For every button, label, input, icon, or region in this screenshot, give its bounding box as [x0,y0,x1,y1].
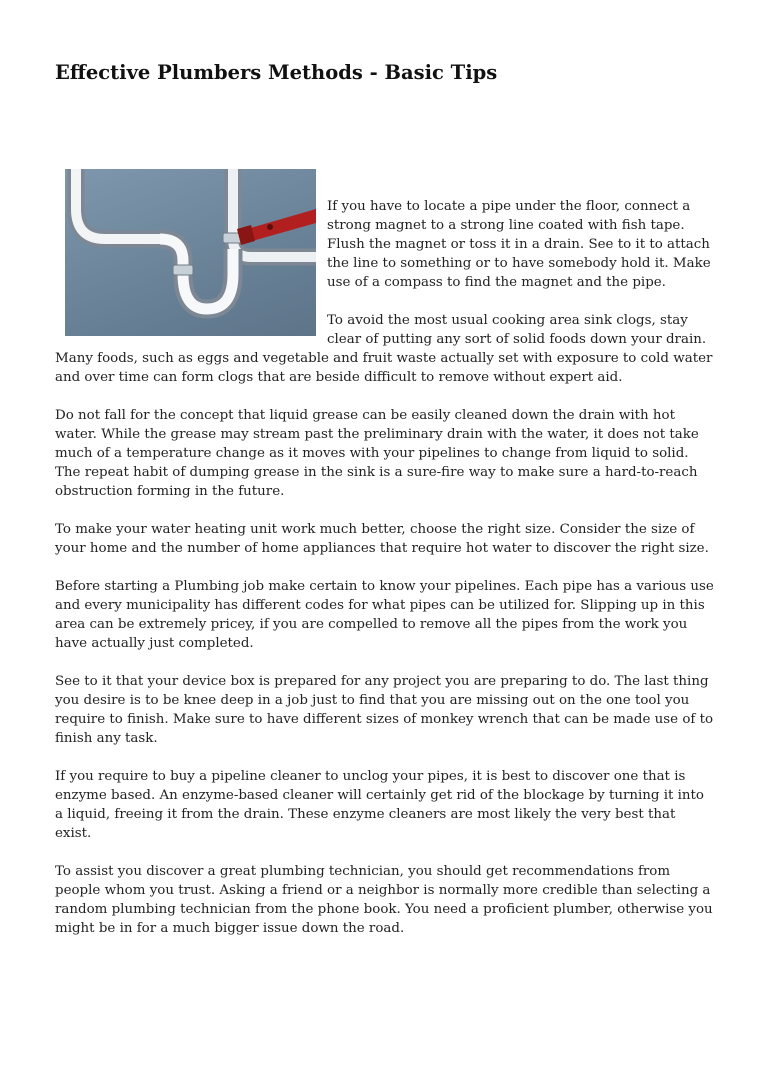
paragraph: Before starting a Plumbing job make certain to know your pipelines. Each pipe has a various use and every municipality has different codes for what pipes can be utilized for. Slipping up in this area can be extremely pricey, if you are compelled to remove all the pipes from the work you have actually just completed. [55,579,714,651]
article-body [55,197,715,957]
paragraph: To assist you discover a great plumbing technician, you should get recommendations from people whom you trust. Asking a friend or a neighbor is normally more credible than selecting a random plumbing technician from the phone book. You need a proficient plumber, otherwise you might be in for a much bigger issue down the road. [55,864,713,936]
paragraph: If you require to buy a pipeline cleaner to unclog your pipes, it is best to discover one that is enzyme based. An enzyme-based cleaner will certainly get rid of the blockage by turning it into a liquid, freeing it from the drain. These enzyme cleaners are most likely the very best that exist. [55,769,704,841]
paragraph: To make your water heating unit work much better, choose the right size. Consider the size of your home and the number of home appliances that require hot water to discover the right size. [55,522,709,556]
page-title: Effective Plumbers Methods - Basic Tips [55,61,498,84]
pipe-illustration [65,169,316,336]
document-page [55,60,715,936]
paragraph: Do not fall for the concept that liquid grease can be easily cleaned down the drain with hot water. While the grease may stream past the preliminary drain with the water, it does not take much of a temperature change as it moves with your pipelines to change from liquid to solid. The repeat habit of dumping grease in the sink is a sure-fire way to make sure a hard-to-reach obstruction forming in the future. [55,408,699,499]
pipe-photo [65,169,316,336]
paragraph: See to it that your device box is prepared for any project you are preparing to do. The last thing you desire is to be knee deep in a job just to find that you are missing out on the one tool you require to finish. Make sure to have different sizes of monkey wrench that can be made use of to finish any task. [55,674,714,746]
paragraph: If you have to locate a pipe under the floor, connect a strong magnet to a strong line coated with fish tape. Flush the magnet or toss it in a drain. See to it to attach the line to something or to have somebody hold it. Make use of a compass to find the magnet and the pipe. [327,199,711,290]
paragraph: To avoid the most usual cooking area sink clogs, stay clear of putting any sort of solid foods down your drain. Many foods, such as eggs and vegetable and fruit waste actually set with exposure to cold water and over time can form clogs that are beside difficult to remove without expert aid. [55,313,713,385]
